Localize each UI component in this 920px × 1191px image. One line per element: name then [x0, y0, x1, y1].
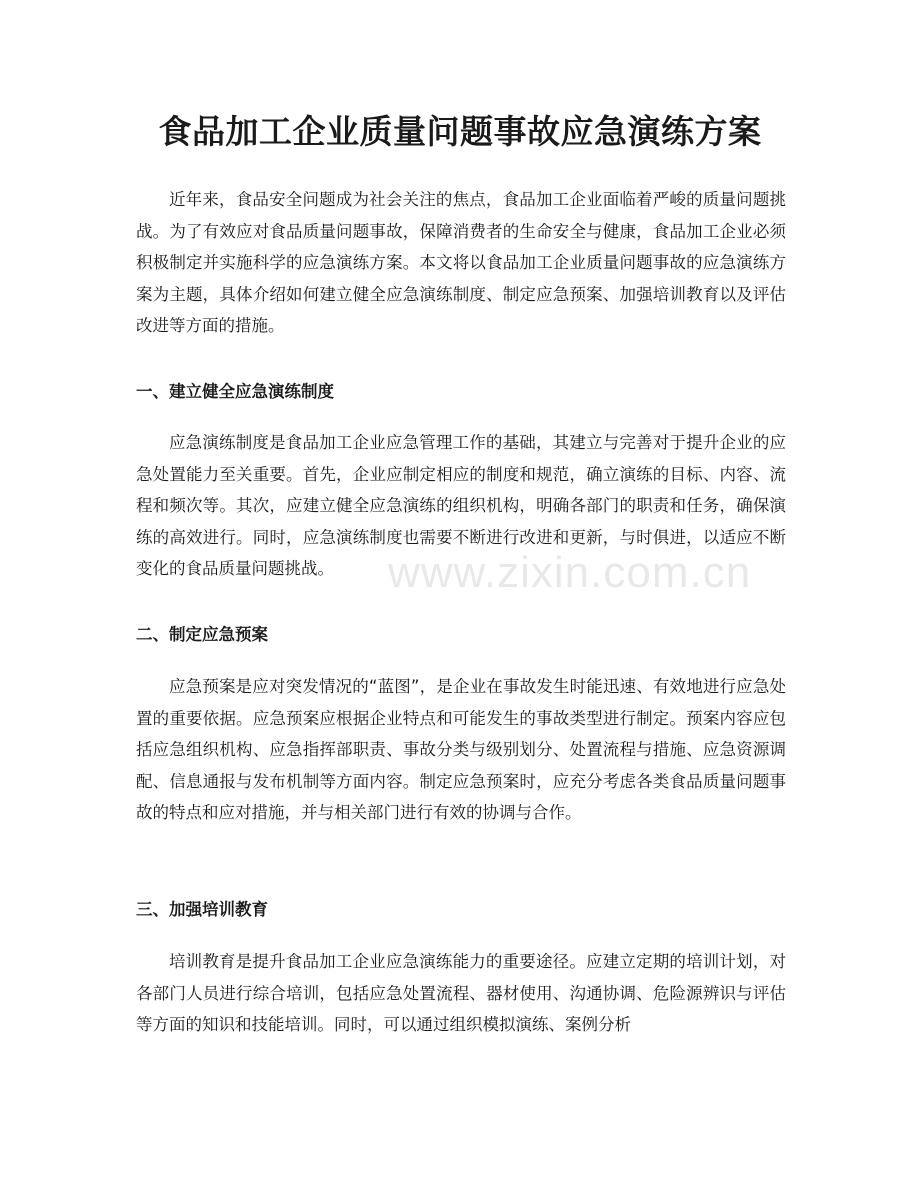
section-heading-3: 三、加强培训教育 [136, 900, 268, 919]
document-title: 食品加工企业质量问题事故应急演练方案 [158, 112, 762, 151]
section-heading-1: 一、建立健全应急演练制度 [136, 382, 334, 401]
section-body-3: 培训教育是提升食品加工企业应急演练能力的重要途径。应建立定期的培训计划，对各部门人员进行综合培训，包括应急处置流程、器材使用、沟通协调、危险源辨识与评估等方面的知识和技能培训。同时，可以通过组织模拟演练、案例分析 [136, 952, 786, 1034]
section-body-2: 应急预案是应对突发情况的“蓝图”，是企业在事故发生时能迅速、有效地进行应急处置的重要依据。应急预案应根据企业特点和可能发生的事故类型进行制定。预案内容应包括应急组织机构、应急指挥部职责、事故分类与级别划分、处置流程与措施、应急资源调配、信息通报与发布机制等方面内容。制定应急预案时，应充分考虑各类食品质量问题事故的特点和应对措施，并与相关部门进行有效的协调与合作。 [136, 677, 786, 822]
intro-paragraph: 近年来，食品安全问题成为社会关注的焦点，食品加工企业面临着严峻的质量问题挑战。为了有效应对食品质量问题事故，保障消费者的生命安全与健康，食品加工企业必须积极制定并实施科学的应急演练方案。本文将以食品加工企业质量问题事故的应急演练方案为主题，具体介绍如何建立健全应急演练制度、制定应急预案、加强培训教育以及评估改进等方面的措施。 [136, 190, 786, 335]
watermark: www.zixin.com.cn [388, 548, 752, 597]
section-body-1: 应急演练制度是食品加工企业应急管理工作的基础，其建立与完善对于提升企业的应急处置能力至关重要。首先，企业应制定相应的制度和规范，确立演练的目标、内容、流程和频次等。其次，应建立健全应急演练的组织机构，明确各部门的职责和任务，确保演练的高效进行。同时，应急演练制度也需要不断进行改进和更新，与时俱进，以适应不断变化的食品质量问题挑战。 [136, 433, 786, 578]
section-heading-2: 二、制定应急预案 [136, 625, 268, 644]
